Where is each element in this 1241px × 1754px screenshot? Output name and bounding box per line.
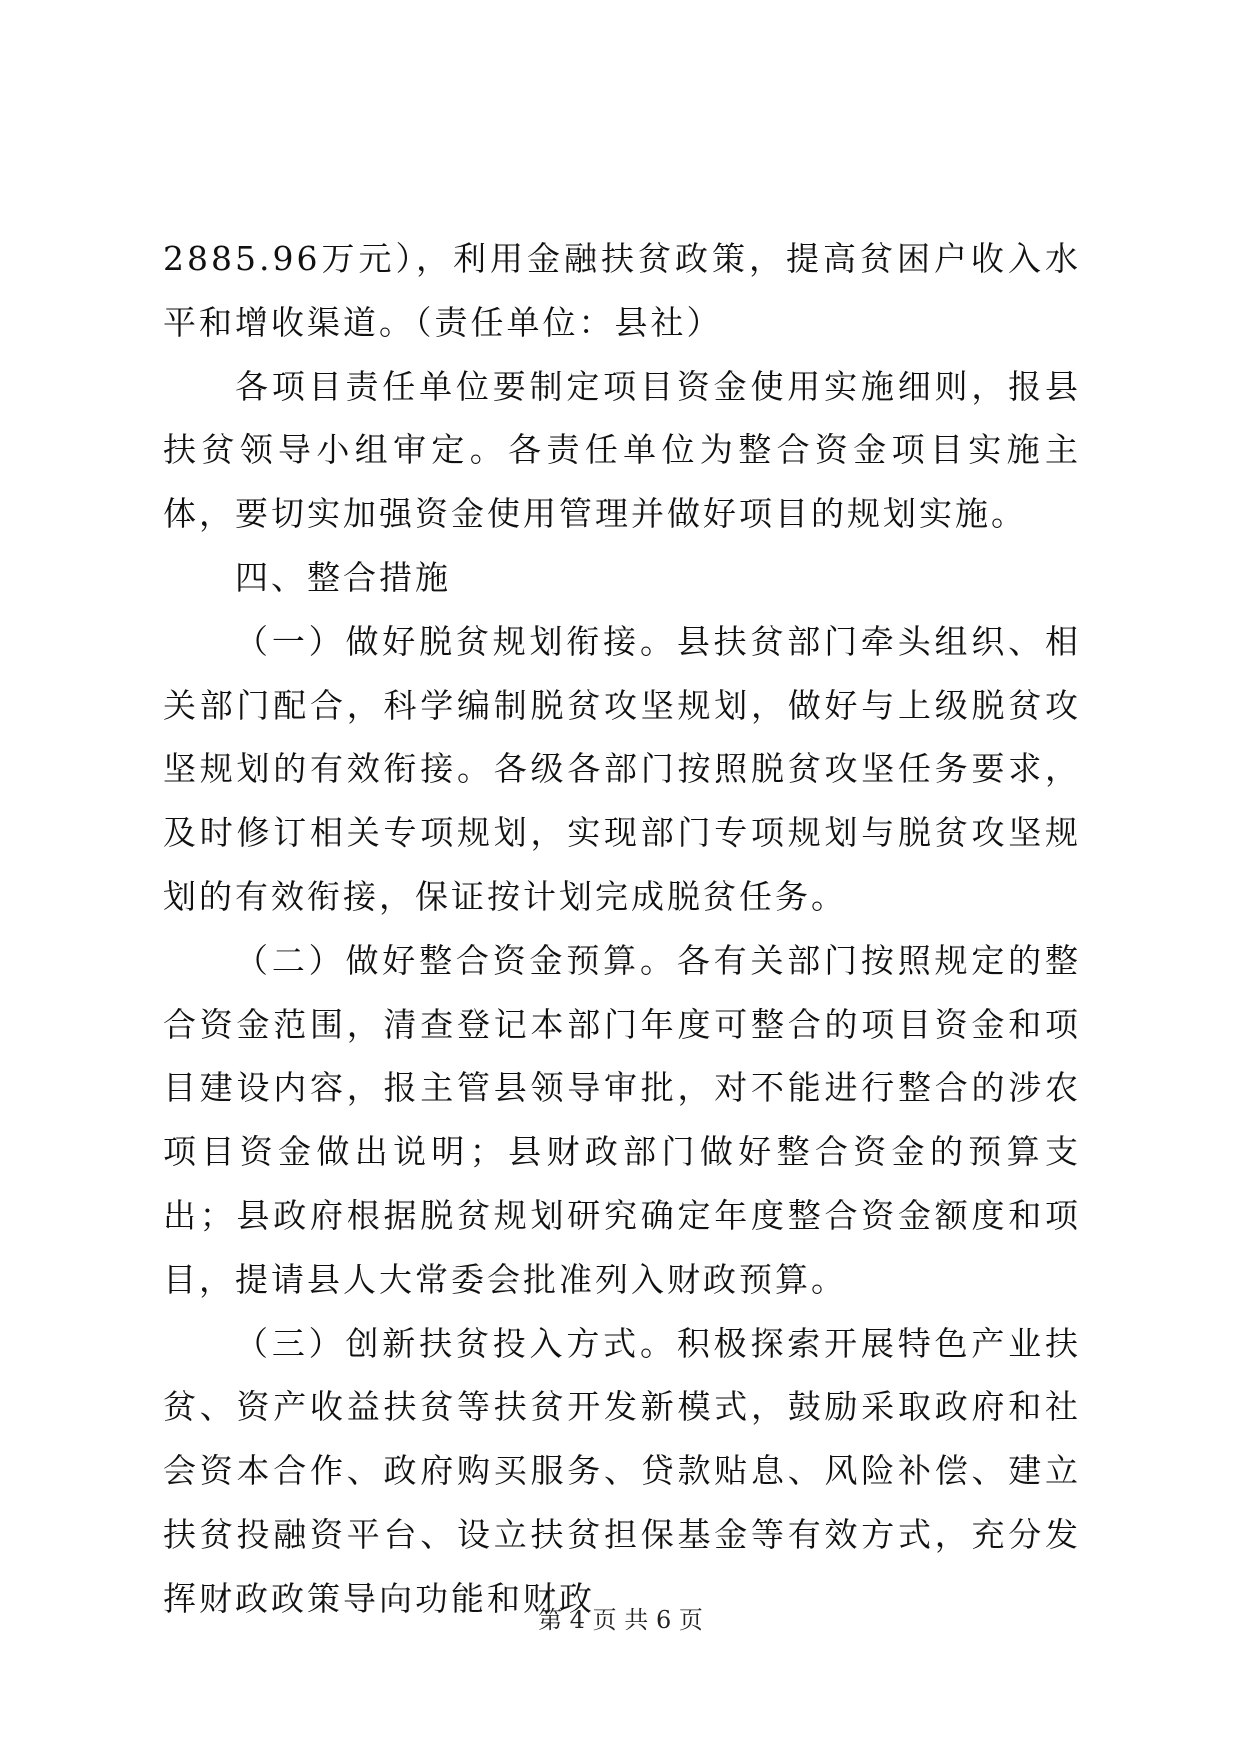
paragraph-measure-1: （一）做好脱贫规划衔接。县扶贫部门牵头组织、相关部门配合，科学编制脱贫攻坚规划，做好与上级脱贫攻坚规划的有效衔接。各级各部门按照脱贫攻坚任务要求，及时修订相关专项规划，实现部门专项规划与脱贫攻坚规划的有效衔接，保证按计划完成脱贫任务。 [163, 621, 1081, 916]
paragraph-responsibility: 各项目责任单位要制定项目资金使用实施细则，报县扶贫领导小组审定。各责任单位为整合资金项目实施主体，要切实加强资金使用管理并做好项目的规划实施。 [163, 366, 1081, 534]
paragraph-continuation: 2885.96万元），利用金融扶贫政策，提高贫困户收入水平和增收渠道。（责任单位：县社） [163, 239, 1081, 342]
paragraph-measure-3: （三）创新扶贫投入方式。积极探索开展特色产业扶贫、资产收益扶贫等扶贫开发新模式，鼓励采取政府和社会资本合作、政府购买服务、贷款贴息、风险补偿、建立扶贫投融资平台、设立扶贫担保基金等有效方式，充分发挥财政政策导向功能和财政 [163, 1323, 1081, 1618]
page-footer: 第 4 页 共 6 页 [538, 1606, 703, 1634]
section-heading: 四、整合措施 [235, 557, 451, 597]
document-body [163, 227, 1081, 1631]
paragraph-measure-2: （二）做好整合资金预算。各有关部门按照规定的整合资金范围，清查登记本部门年度可整合的项目资金和项目建设内容，报主管县领导审批，对不能进行整合的涉农项目资金做出说明；县财政部门做好整合资金的预算支出；县政府根据脱贫规划研究确定年度整合资金额度和项目，提请县人大常委会批准列入财政预算。 [163, 940, 1081, 1299]
